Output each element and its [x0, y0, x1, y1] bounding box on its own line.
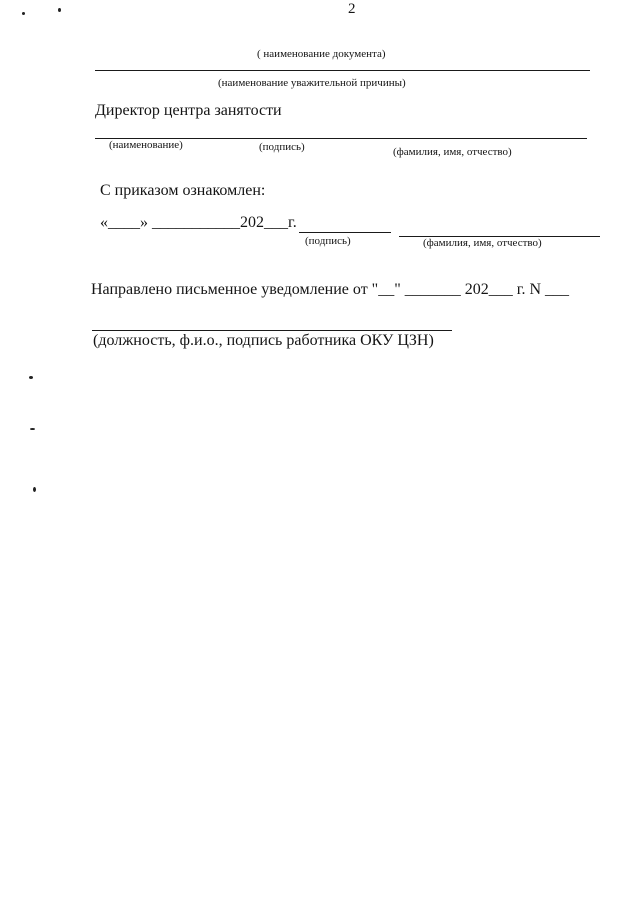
scan-speck	[33, 487, 36, 492]
director-name-caption: (наименование)	[109, 139, 183, 151]
director-fio-caption: (фамилия, имя, отчество)	[393, 146, 512, 158]
acquainted-fio-caption: (фамилия, имя, отчество)	[423, 237, 542, 249]
scan-speck	[58, 8, 61, 12]
acquainted-signature-line	[299, 232, 391, 233]
document-name-caption: ( наименование документа)	[257, 48, 386, 60]
director-signature-caption: (подпись)	[259, 141, 305, 153]
acquainted-title: С приказом ознакомлен:	[100, 182, 266, 199]
notice-text: Направлено письменное уведомление от "__" _______ 202___ г. N ___	[91, 281, 570, 298]
notice-caption: (должность, ф.и.о., подпись работника ОКУ ЦЗН)	[93, 332, 434, 349]
scan-speck	[29, 376, 33, 379]
scan-speck	[30, 428, 35, 430]
acquainted-signature-caption: (подпись)	[305, 235, 351, 247]
reason-caption: (наименование уважительной причины)	[218, 77, 406, 89]
scan-speck	[22, 12, 25, 15]
reason-line	[95, 70, 590, 71]
acquainted-date-line: «____» ___________202___г.	[100, 214, 297, 231]
director-title: Директор центра занятости	[95, 102, 282, 119]
notice-line	[92, 330, 452, 331]
page-number: 2	[348, 1, 356, 17]
